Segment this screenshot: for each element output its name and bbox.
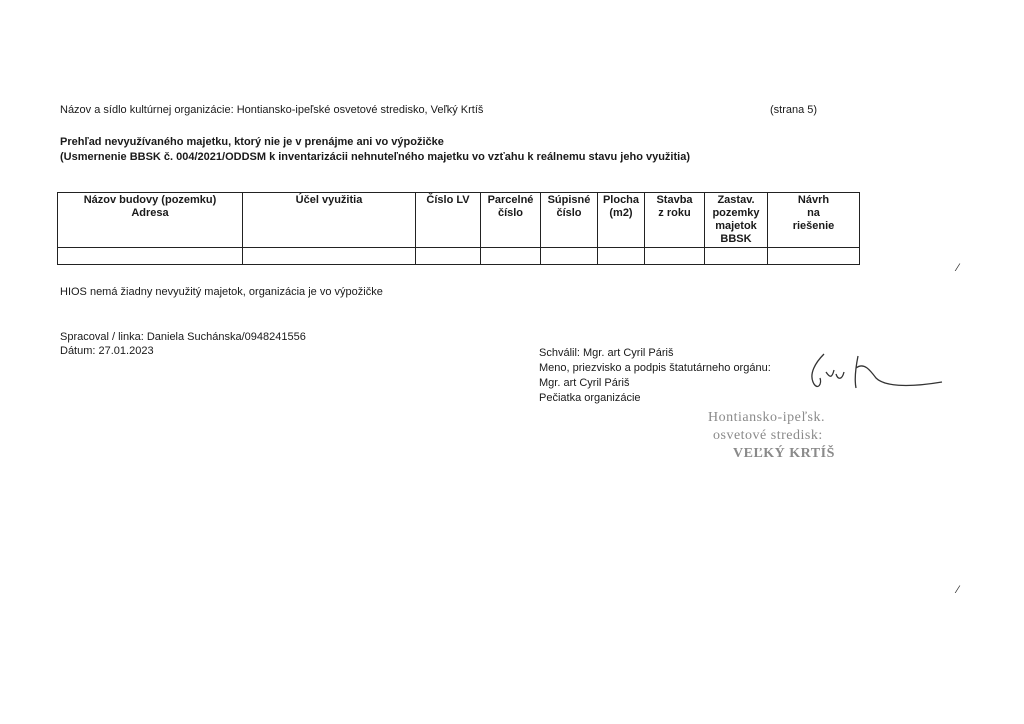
header-text: Zastav. bbox=[717, 194, 755, 206]
stamp-line-2: osvetové stredisk: bbox=[713, 428, 823, 443]
header-text: majetok bbox=[715, 220, 757, 232]
scan-mark: ⁄ bbox=[957, 262, 959, 274]
header-lv-number bbox=[416, 193, 481, 248]
organization-line: Názov a sídlo kultúrnej organizácie: Hontiansko-ipeľské osvetové stredisko, Veľký Krtíš bbox=[60, 104, 484, 116]
header-parcel-number bbox=[481, 193, 541, 248]
scan-mark: ⁄ bbox=[957, 584, 959, 596]
header-register-number bbox=[541, 193, 598, 248]
table-cell bbox=[416, 248, 481, 265]
approved-by: Schválil: Mgr. art Cyril Páriš bbox=[539, 347, 674, 359]
approver-name: Mgr. art Cyril Páriš bbox=[539, 377, 630, 389]
prepared-by: Spracoval / linka: Daniela Suchánska/0948241556 bbox=[60, 331, 306, 343]
header-build-year bbox=[645, 193, 705, 248]
header-text: Adresa bbox=[131, 207, 169, 219]
title-line-1: Prehľad nevyužívaného majetku, ktorý nie je v prenájme ani vo výpožičke bbox=[60, 136, 444, 148]
header-text: číslo bbox=[497, 207, 524, 219]
table-cell bbox=[645, 248, 705, 265]
header-purpose bbox=[243, 193, 416, 248]
document-title bbox=[60, 135, 690, 165]
table-cell bbox=[598, 248, 645, 265]
stamp-label: Pečiatka organizácie bbox=[539, 392, 641, 404]
header-text: Číslo LV bbox=[426, 194, 470, 206]
table-cell bbox=[243, 248, 416, 265]
prepared-date: Dátum: 27.01.2023 bbox=[60, 345, 154, 357]
handwritten-signature bbox=[796, 344, 946, 404]
note-text: HIOS nemá žiadny nevyužitý majetok, organizácia je vo výpožičke bbox=[60, 286, 383, 298]
prepared-block bbox=[60, 330, 306, 358]
header-built-land bbox=[705, 193, 768, 248]
header-text: Plocha bbox=[602, 194, 640, 206]
property-table bbox=[57, 192, 860, 265]
table-cell bbox=[481, 248, 541, 265]
table-header-row bbox=[58, 193, 860, 248]
header-solution-proposal bbox=[768, 193, 860, 248]
header-text: Stavba bbox=[656, 194, 693, 206]
table-cell bbox=[768, 248, 860, 265]
header-building-name bbox=[58, 193, 243, 248]
stamp-line-3: VEĽKÝ KRTÍŠ bbox=[733, 446, 835, 461]
header-text: z roku bbox=[658, 207, 691, 219]
stamp-line-1: Hontiansko-ipeľsk. bbox=[708, 410, 825, 425]
header-text: Názov budovy (pozemku) bbox=[83, 194, 217, 206]
header-text: (m2) bbox=[609, 207, 633, 219]
table-cell bbox=[58, 248, 243, 265]
header-text: riešenie bbox=[792, 220, 835, 232]
page-number: (strana 5) bbox=[770, 104, 818, 116]
header-text: Parcelné bbox=[487, 194, 534, 206]
table-row bbox=[58, 248, 860, 265]
header-area bbox=[598, 193, 645, 248]
header-text: Návrh bbox=[797, 194, 830, 206]
header-text: číslo bbox=[556, 207, 582, 219]
organization-stamp bbox=[708, 409, 835, 463]
header-text: pozemky bbox=[712, 207, 760, 219]
table-cell bbox=[705, 248, 768, 265]
header-text: BBSK bbox=[720, 233, 752, 245]
approval-block bbox=[539, 346, 771, 406]
title-line-2: (Usmernenie BBSK č. 004/2021/ODDSM k inventarizácii nehnuteľného majetku vo vzťahu k reálnemu stavu jeho využitia) bbox=[60, 151, 690, 163]
table-cell bbox=[541, 248, 598, 265]
signature-label: Meno, priezvisko a podpis štatutárneho orgánu: bbox=[539, 362, 771, 374]
header-text: Účel využitia bbox=[295, 194, 363, 206]
header-text: na bbox=[807, 207, 820, 219]
header-text: Súpisné bbox=[547, 194, 591, 206]
